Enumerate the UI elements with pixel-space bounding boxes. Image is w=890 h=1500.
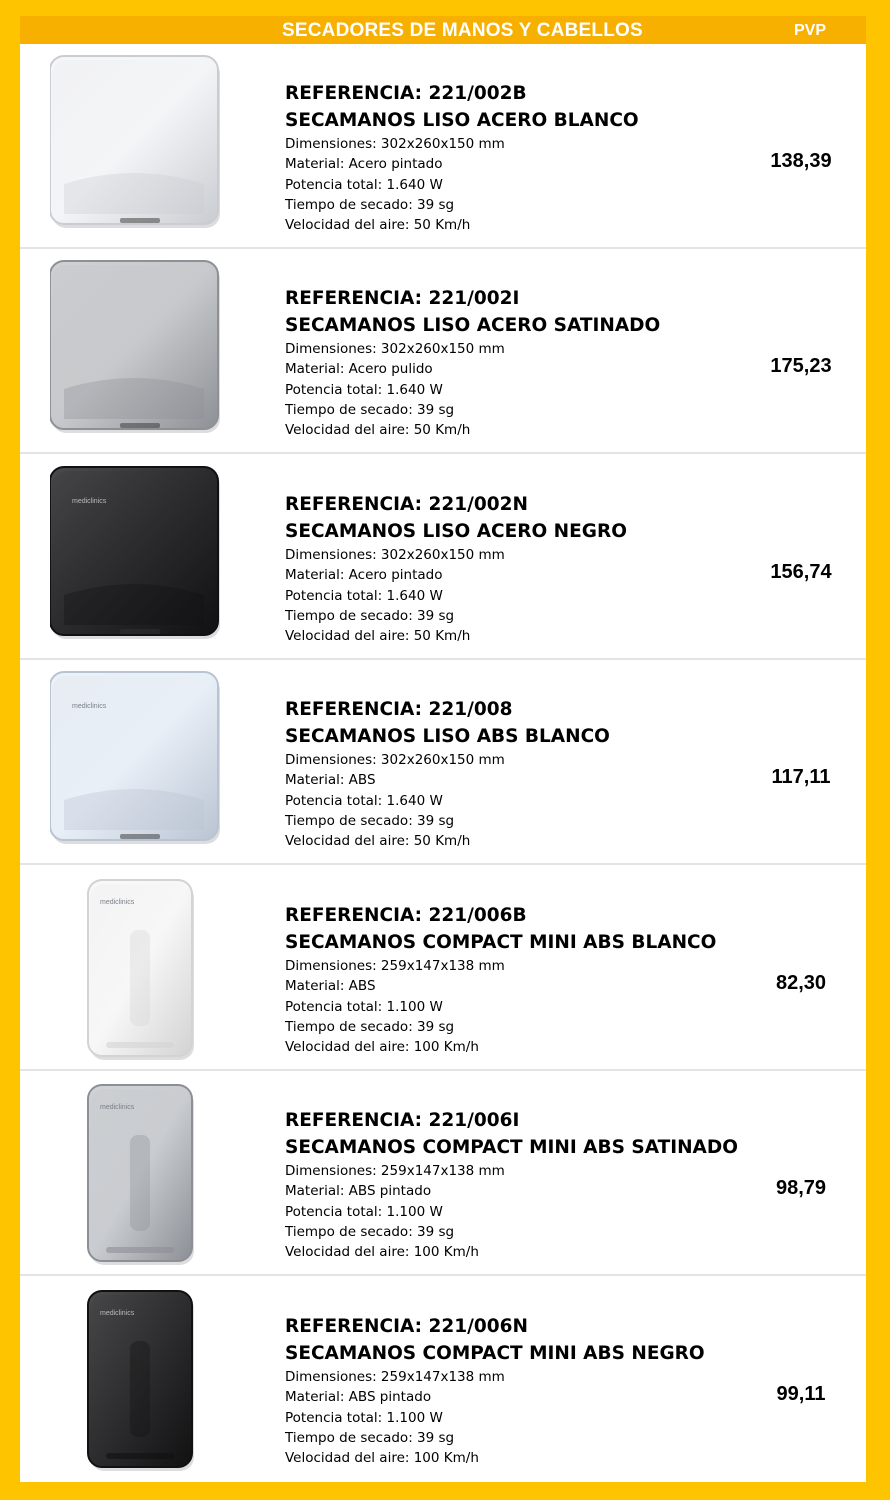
catalog-page xyxy=(20,16,866,1482)
product-price: 175,23 xyxy=(770,355,832,377)
product-name: SECAMANOS COMPACT MINI ABS SATINADO xyxy=(285,1137,738,1158)
product-price: 99,11 xyxy=(776,1383,826,1405)
product-info xyxy=(285,1107,765,1262)
power-text: Potencia total: 1.640 W xyxy=(285,792,443,809)
material-text: Material: Acero pulido xyxy=(285,361,433,378)
product-reference: REFERENCIA: 221/006N xyxy=(285,1316,528,1337)
power-text: Potencia total: 1.640 W xyxy=(285,381,443,398)
dimensions-text: Dimensiones: 259x147x138 mm xyxy=(285,958,505,974)
product-name: SECAMANOS LISO ACERO SATINADO xyxy=(285,315,661,336)
product-name: SECAMANOS LISO ABS BLANCO xyxy=(285,726,610,747)
material-text: Material: Acero pintado xyxy=(285,567,443,584)
product-price: 138,39 xyxy=(770,150,832,172)
product-name: SECAMANOS COMPACT MINI ABS BLANCO xyxy=(285,932,717,953)
product-row xyxy=(20,249,866,454)
product-price: 82,30 xyxy=(775,972,827,994)
product-reference: REFERENCIA: 221/008 xyxy=(285,699,513,720)
product-row xyxy=(20,1071,866,1276)
material-text: Material: ABS xyxy=(285,772,376,789)
air-speed-text: Velocidad del aire: 50 Km/h xyxy=(285,217,471,234)
dimensions-text: Dimensiones: 302x260x150 mm xyxy=(285,136,505,152)
product-reference: REFERENCIA: 221/002N xyxy=(285,494,528,515)
hand-dryer-mini-satin-icon xyxy=(50,1081,230,1266)
product-row xyxy=(20,866,866,1071)
product-reference: REFERENCIA: 221/002I xyxy=(285,288,520,309)
material-text: Material: ABS pintado xyxy=(285,1183,432,1200)
drying-time-text: Tiempo de secado: 39 sg xyxy=(285,607,455,624)
air-speed-text: Velocidad del aire: 50 Km/h xyxy=(285,833,471,850)
dimensions-text: Dimensiones: 259x147x138 mm xyxy=(285,1369,505,1385)
power-text: Potencia total: 1.100 W xyxy=(285,998,443,1015)
product-info xyxy=(285,285,765,440)
material-text: Material: Acero pintado xyxy=(285,156,443,173)
product-price: 156,74 xyxy=(770,561,832,583)
hand-dryer-abs-white-icon xyxy=(50,670,230,855)
product-name: SECAMANOS LISO ACERO BLANCO xyxy=(285,110,639,131)
material-text: Material: ABS xyxy=(285,978,376,995)
product-info xyxy=(285,696,765,851)
product-info xyxy=(285,491,765,646)
hand-dryer-mini-black-icon xyxy=(50,1287,230,1472)
hand-dryer-steel-white-icon xyxy=(50,54,230,239)
drying-time-text: Tiempo de secado: 39 sg xyxy=(285,196,455,213)
dimensions-text: Dimensiones: 302x260x150 mm xyxy=(285,547,505,563)
product-row xyxy=(20,1277,866,1482)
power-text: Potencia total: 1.100 W xyxy=(285,1203,443,1220)
brand-logo: mediclinics xyxy=(100,1104,135,1111)
product-reference: REFERENCIA: 221/006I xyxy=(285,1110,520,1131)
product-reference: REFERENCIA: 221/002B xyxy=(285,83,527,104)
air-speed-text: Velocidad del aire: 100 Km/h xyxy=(285,1244,479,1261)
product-reference: REFERENCIA: 221/006B xyxy=(285,905,527,926)
product-info xyxy=(285,80,765,235)
air-speed-text: Velocidad del aire: 100 Km/h xyxy=(285,1450,479,1467)
air-speed-text: Velocidad del aire: 50 Km/h xyxy=(285,422,471,439)
catalog-header xyxy=(20,16,866,44)
price-column-header: PVP xyxy=(794,22,827,39)
product-info xyxy=(285,902,765,1057)
product-row xyxy=(20,44,866,249)
brand-logo: mediclinics xyxy=(100,1310,135,1317)
drying-time-text: Tiempo de secado: 39 sg xyxy=(285,1018,455,1035)
section-title: SECADORES DE MANOS Y CABELLOS xyxy=(282,20,643,41)
drying-time-text: Tiempo de secado: 39 sg xyxy=(285,1223,455,1240)
brand-logo: mediclinics xyxy=(100,899,135,906)
brand-logo: mediclinics xyxy=(72,703,107,710)
product-name: SECAMANOS COMPACT MINI ABS NEGRO xyxy=(285,1343,705,1364)
dimensions-text: Dimensiones: 302x260x150 mm xyxy=(285,752,505,768)
product-price: 98,79 xyxy=(775,1177,827,1199)
product-row xyxy=(20,455,866,660)
air-speed-text: Velocidad del aire: 50 Km/h xyxy=(285,628,471,645)
drying-time-text: Tiempo de secado: 39 sg xyxy=(285,1429,455,1446)
dimensions-text: Dimensiones: 302x260x150 mm xyxy=(285,341,505,357)
air-speed-text: Velocidad del aire: 100 Km/h xyxy=(285,1039,479,1056)
material-text: Material: ABS pintado xyxy=(285,1389,432,1406)
power-text: Potencia total: 1.100 W xyxy=(285,1409,443,1426)
dimensions-text: Dimensiones: 259x147x138 mm xyxy=(285,1163,505,1179)
power-text: Potencia total: 1.640 W xyxy=(285,587,443,604)
product-info xyxy=(285,1313,765,1468)
product-row xyxy=(20,660,866,865)
hand-dryer-steel-satin-icon xyxy=(50,259,230,444)
power-text: Potencia total: 1.640 W xyxy=(285,176,443,193)
drying-time-text: Tiempo de secado: 39 sg xyxy=(285,812,455,829)
brand-logo: mediclinics xyxy=(72,498,107,505)
product-name: SECAMANOS LISO ACERO NEGRO xyxy=(285,521,627,542)
hand-dryer-steel-black-icon xyxy=(50,465,230,650)
drying-time-text: Tiempo de secado: 39 sg xyxy=(285,401,455,418)
product-price: 117,11 xyxy=(771,766,831,788)
hand-dryer-mini-white-icon xyxy=(50,876,230,1061)
